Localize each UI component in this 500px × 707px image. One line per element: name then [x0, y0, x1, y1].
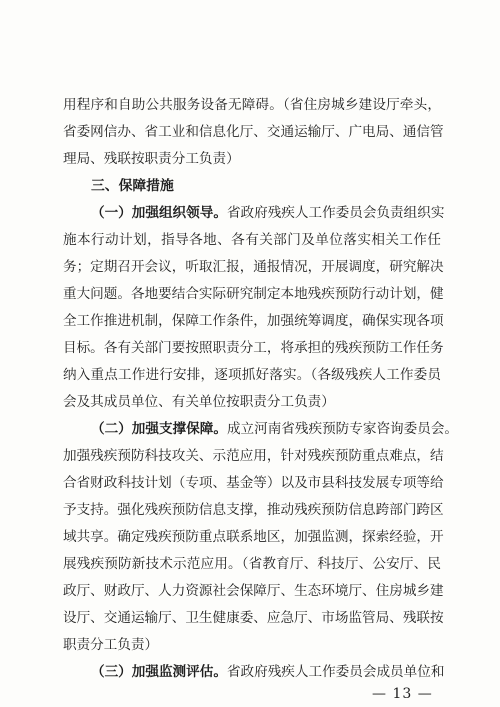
- text-line: 职责分工负责）: [63, 637, 159, 653]
- paragraph-first-line: [91, 419, 459, 439]
- text-line: 全工作推进机制，保障工作条件，加强统筹调度，确保实现各项: [63, 313, 444, 329]
- text-line: 纳入重点工作进行安排，逐项抓好落实。（各级残疾人工作委员: [63, 367, 441, 383]
- text-run: 成立河南省残疾预防专家咨询委员会。: [226, 421, 459, 437]
- text-line: 合省财政科技计划（专项、基金等）以及市县科技发展专项等给: [63, 475, 444, 491]
- text-line: 加强残疾预防科技攻关、示范应用，针对残疾预防重点难点，结: [63, 448, 444, 464]
- paragraph-title: （一）加强组织领导。: [91, 205, 227, 221]
- text-line: 务；定期召开会议，听取汇报，通报情况，开展调度，研究解决: [63, 259, 444, 275]
- text-line: 重大问题。各地要结合实际研究制定本地残疾预防行动计划，健: [63, 286, 444, 302]
- section-heading: 三、保障措施: [91, 178, 174, 194]
- text-line: 展残疾预防新技术示范应用。（省教育厅、科技厅、公安厅、民: [63, 556, 441, 572]
- text-line: 政厅、财政厅、人力资源社会保障厅、生态环境厅、住房城乡建: [63, 583, 444, 599]
- paragraph-title: （三）加强监测评估。: [91, 664, 227, 680]
- text-line: 理局、残联按职责分工负责）: [63, 151, 240, 167]
- text-line: 设厅、交通运输厅、卫生健康委、应急厅、市场监管局、残联按: [63, 610, 444, 626]
- paragraph-first-line: [91, 203, 445, 223]
- text-line: 用程序和自助公共服务设备无障碍。（省住房城乡建设厅牵头，: [63, 97, 441, 113]
- text-line: 目标。各有关部门要按照职责分工，将承担的残疾预防工作任务: [63, 340, 444, 356]
- text-line: 会及其成员单位、有关单位按职责分工负责）: [63, 394, 335, 410]
- paragraph-first-line: [91, 662, 445, 682]
- text-run: 省政府残疾人工作委员会成员单位和: [226, 664, 445, 680]
- page-number: — 13 —: [372, 686, 433, 702]
- text-line: 省委网信办、省工业和信息化厅、交通运输厅、广电局、通信管: [63, 124, 444, 140]
- text-line: 施本行动计划，指导各地、各有关部门及单位落实相关工作任: [63, 232, 441, 248]
- paragraph-title: （二）加强支撑保障。: [91, 421, 227, 437]
- text-line: 予支持。强化残疾预防信息支撑，推动残疾预防信息跨部门跨区: [63, 502, 444, 518]
- text-run: 省政府残疾人工作委员会负责组织实: [226, 205, 445, 221]
- text-line: 域共享。确定残疾预防重点联系地区，加强监测，探索经验，开: [63, 529, 444, 545]
